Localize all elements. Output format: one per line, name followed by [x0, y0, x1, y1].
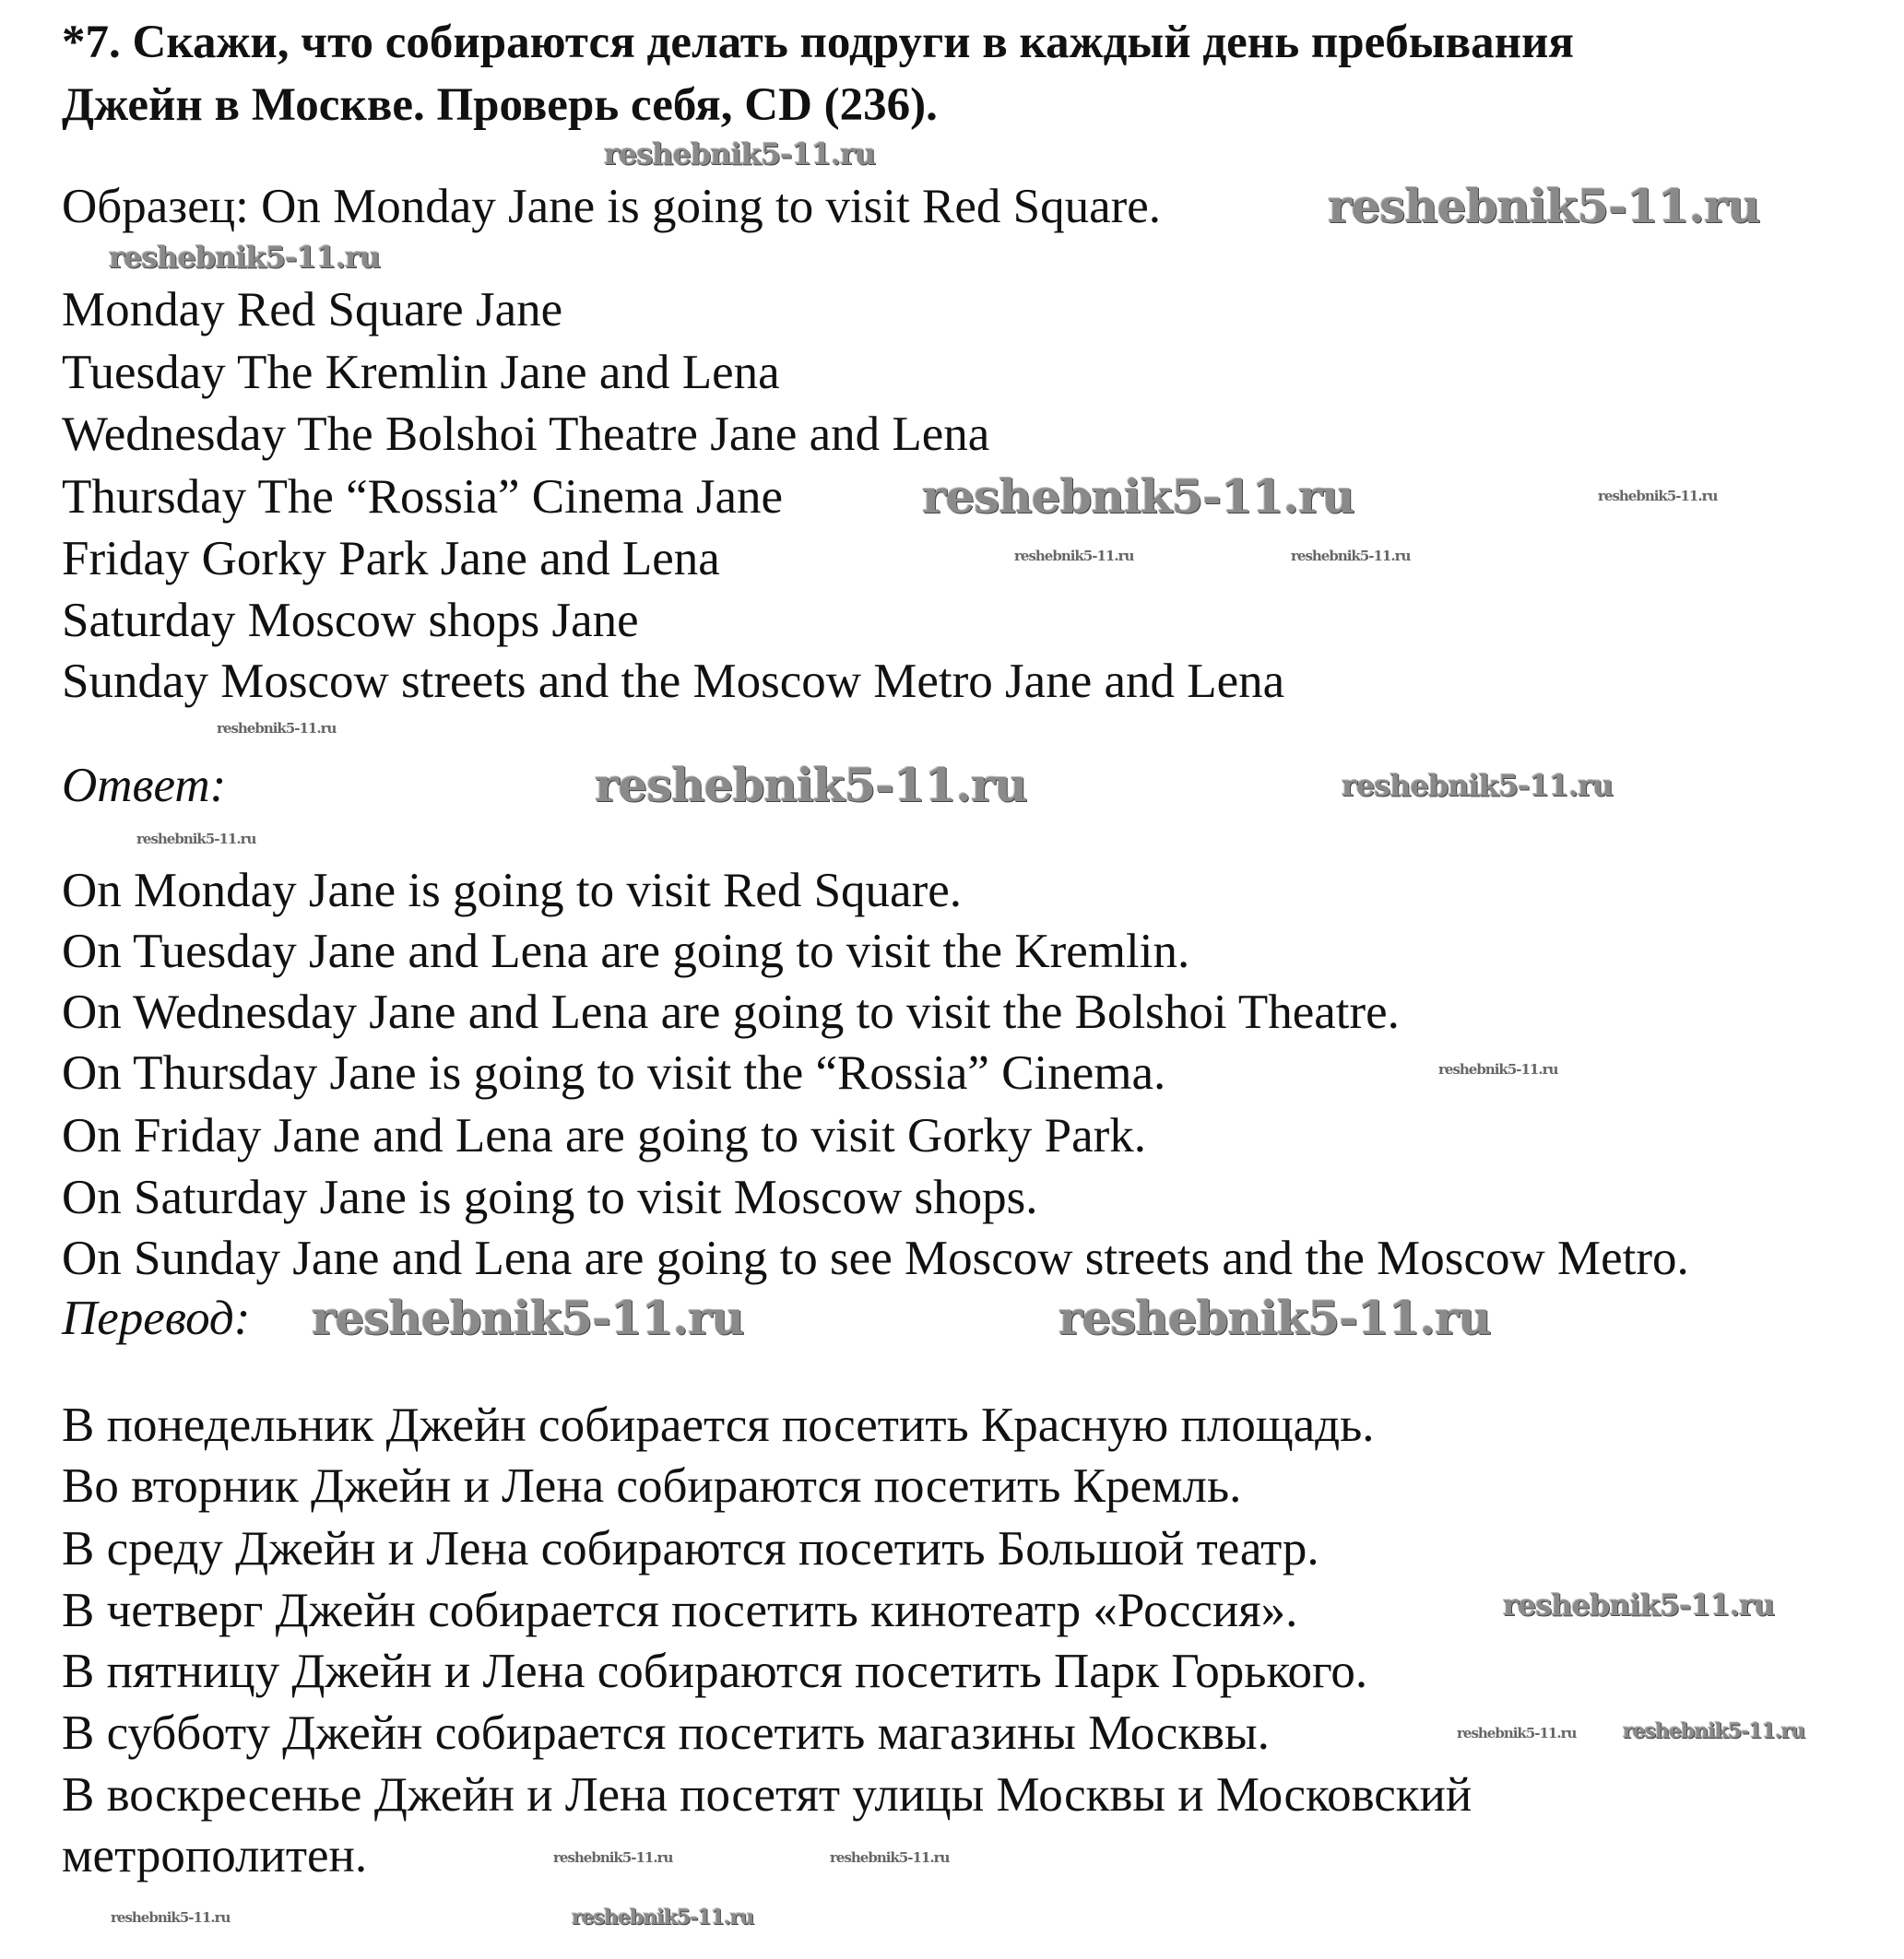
watermark: reshebnik5-11.ru: [922, 469, 1354, 524]
schedule-item: Monday Red Square Jane: [62, 283, 563, 336]
schedule-item: Tuesday The Kremlin Jane and Lena: [62, 346, 780, 399]
task-title-line-2: Джейн в Москве. Проверь себя, CD (236).: [62, 79, 938, 131]
schedule-item: Sunday Moscow streets and the Moscow Metro Jane and Lena: [62, 655, 1285, 708]
translation-line: Во вторник Джейн и Лена собираются посетить Кремль.: [62, 1459, 1242, 1513]
translation-line: В субботу Джейн собирается посетить магазины Москвы.: [62, 1706, 1270, 1760]
watermark: reshebnik5-11.ru: [1058, 1291, 1491, 1345]
watermark: reshebnik5-11.ru: [109, 240, 381, 275]
task-title-line-1: *7. Скажи, что собираются делать подруги в каждый день пребывания: [62, 17, 1575, 68]
translation-line: метрополитен.: [62, 1829, 368, 1882]
watermark: reshebnik5-11.ru: [1623, 1719, 1805, 1743]
watermark: reshebnik5-11.ru: [111, 1909, 231, 1926]
watermark: reshebnik5-11.ru: [1291, 548, 1411, 564]
translation-line: В пятницу Джейн и Лена собираются посетить Парк Горького.: [62, 1645, 1368, 1698]
translation-line: В среду Джейн и Лена собираются посетить Большой театр.: [62, 1522, 1319, 1575]
watermark: reshebnik5-11.ru: [1503, 1587, 1775, 1623]
watermark: reshebnik5-11.ru: [1598, 488, 1718, 504]
watermark: reshebnik5-11.ru: [1438, 1061, 1558, 1078]
translation-line: В воскресенье Джейн и Лена посетят улицы Москвы и Московский: [62, 1768, 1472, 1822]
schedule-item: Friday Gorky Park Jane and Lena: [62, 532, 720, 585]
answer-heading: Ответ:: [62, 759, 227, 812]
watermark: reshebnik5-11.ru: [312, 1291, 744, 1345]
answer-line: On Thursday Jane is going to visit the “Rossia” Cinema.: [62, 1046, 1166, 1100]
answer-line: On Tuesday Jane and Lena are going to visit the Kremlin.: [62, 925, 1190, 978]
watermark: reshebnik5-11.ru: [1328, 179, 1760, 233]
watermark: reshebnik5-11.ru: [136, 831, 256, 847]
example-line: Образец: On Monday Jane is going to visit Red Square.: [62, 180, 1162, 233]
answer-line: On Sunday Jane and Lena are going to see Moscow streets and the Moscow Metro.: [62, 1232, 1689, 1285]
watermark: reshebnik5-11.ru: [572, 1906, 754, 1929]
watermark: reshebnik5-11.ru: [830, 1849, 950, 1866]
watermark: reshebnik5-11.ru: [595, 758, 1027, 812]
watermark: reshebnik5-11.ru: [553, 1849, 673, 1866]
translation-line: В понедельник Джейн собирается посетить Красную площадь.: [62, 1398, 1375, 1452]
watermark: reshebnik5-11.ru: [1014, 548, 1134, 564]
answer-line: On Wednesday Jane and Lena are going to visit the Bolshoi Theatre.: [62, 985, 1400, 1039]
schedule-item: Thursday The “Rossia” Cinema Jane: [62, 470, 784, 524]
schedule-item: Wednesday The Bolshoi Theatre Jane and Lena: [62, 407, 990, 461]
translation-heading: Перевод:: [62, 1292, 251, 1345]
schedule-item: Saturday Moscow shops Jane: [62, 594, 639, 647]
answer-line: On Friday Jane and Lena are going to visit Gorky Park.: [62, 1109, 1147, 1162]
watermark: reshebnik5-11.ru: [1457, 1725, 1577, 1741]
translation-line: В четверг Джейн собирается посетить кинотеатр «Россия».: [62, 1584, 1298, 1637]
watermark: reshebnik5-11.ru: [1342, 768, 1614, 803]
watermark: reshebnik5-11.ru: [604, 136, 876, 171]
watermark: reshebnik5-11.ru: [217, 720, 337, 737]
answer-line: On Saturday Jane is going to visit Moscow shops.: [62, 1171, 1038, 1224]
answer-line: On Monday Jane is going to visit Red Square.: [62, 864, 962, 917]
